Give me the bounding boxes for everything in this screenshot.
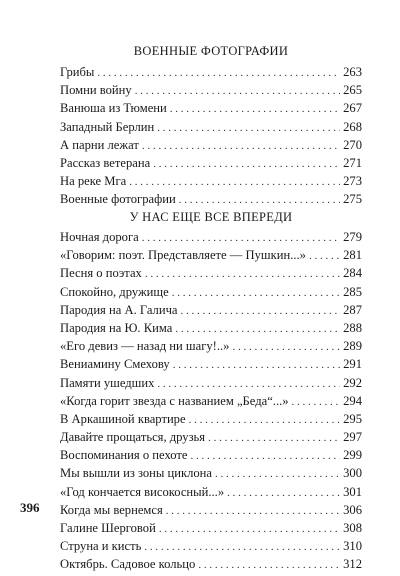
dot-leader bbox=[145, 268, 340, 280]
toc-entry-title: «Его девиз — назад ни шагу!..» bbox=[60, 339, 230, 354]
dot-leader bbox=[175, 323, 340, 335]
dot-leader bbox=[97, 67, 340, 79]
toc-entry-page: 287 bbox=[343, 302, 362, 317]
dot-leader bbox=[208, 432, 340, 444]
toc-military-photos bbox=[60, 65, 362, 211]
toc-entry-title: Мы вышли из зоны циклона bbox=[60, 466, 213, 481]
toc-entry-page: 291 bbox=[343, 357, 362, 372]
toc-entry-title: Рассказ ветерана bbox=[60, 155, 151, 170]
toc-entry bbox=[60, 376, 362, 394]
dot-leader bbox=[179, 194, 340, 206]
dot-leader bbox=[215, 468, 340, 480]
dot-leader bbox=[309, 250, 340, 262]
dot-leader bbox=[157, 122, 340, 134]
toc-entry-title: Давайте прощаться, друзья bbox=[60, 430, 206, 445]
toc-entry-title: Западный Берлин bbox=[60, 119, 155, 134]
toc-entry-title: Воспоминания о пехоте bbox=[60, 448, 188, 463]
dot-leader bbox=[191, 450, 341, 462]
dot-leader bbox=[129, 176, 340, 188]
dot-leader bbox=[142, 232, 340, 244]
toc-entry bbox=[60, 339, 362, 357]
toc-entry bbox=[60, 174, 362, 192]
toc-entry bbox=[60, 138, 362, 156]
toc-entry-page: 275 bbox=[343, 192, 362, 207]
toc-entry-title: А парни лежат bbox=[60, 137, 139, 152]
toc-entry bbox=[60, 192, 362, 210]
section-title-military-photos: ВОЕННЫЕ ФОТОГРАФИИ bbox=[133, 44, 289, 58]
toc-entry-page: 308 bbox=[343, 521, 362, 535]
toc-entry bbox=[60, 120, 362, 138]
toc-entry bbox=[60, 83, 362, 101]
toc-entry-title: «Когда горит звезда с названием „Беда“...» bbox=[60, 393, 289, 408]
toc-everything-ahead bbox=[60, 230, 362, 576]
dot-leader bbox=[227, 487, 340, 499]
toc-entry-title: Военные фотографии bbox=[60, 192, 176, 207]
toc-entry-title: Песня о поэтах bbox=[60, 266, 142, 281]
dot-leader bbox=[142, 140, 340, 152]
toc-entry bbox=[60, 101, 362, 119]
toc-entry bbox=[60, 303, 362, 321]
toc-entry-page: 306 bbox=[343, 502, 362, 517]
dot-leader bbox=[198, 559, 340, 571]
dot-leader bbox=[232, 341, 340, 353]
toc-entry-page: 263 bbox=[343, 65, 362, 79]
toc-entry bbox=[60, 230, 362, 248]
toc-entry-title: Вениамину Смехову bbox=[60, 357, 170, 372]
toc-entry bbox=[60, 412, 362, 430]
toc-entry bbox=[60, 485, 362, 503]
toc-entry-page: 268 bbox=[343, 119, 362, 134]
toc-entry bbox=[60, 430, 362, 448]
dot-leader bbox=[170, 103, 340, 115]
toc-entry-page: 295 bbox=[343, 411, 362, 426]
dot-leader bbox=[157, 378, 340, 390]
toc-entry-page: 279 bbox=[343, 230, 362, 244]
toc-entry-page: 288 bbox=[343, 320, 362, 335]
toc-entry-page: 285 bbox=[343, 284, 362, 299]
toc-entry-page: 294 bbox=[343, 393, 362, 408]
toc-entry-title: Пародия на А. Галича bbox=[60, 302, 178, 317]
dot-leader bbox=[173, 359, 340, 371]
dot-leader bbox=[166, 505, 340, 517]
dot-leader bbox=[189, 414, 341, 426]
toc-entry bbox=[60, 448, 362, 466]
toc-entry-page: 273 bbox=[343, 174, 362, 189]
toc-entry-page: 281 bbox=[343, 248, 362, 263]
toc-entry-title: Галине Шерговой bbox=[60, 521, 156, 535]
toc-entry-title: Ночная дорога bbox=[60, 230, 139, 244]
toc-entry-page: 300 bbox=[343, 466, 362, 481]
toc-entry bbox=[60, 357, 362, 375]
toc-entry bbox=[60, 466, 362, 484]
toc-entry-page: 297 bbox=[343, 430, 362, 445]
toc-entry-page: 310 bbox=[343, 539, 362, 554]
toc-entry-title: Когда мы вернемся bbox=[60, 502, 163, 517]
toc-entry bbox=[60, 65, 362, 83]
page-number: 396 bbox=[20, 500, 40, 515]
toc-entry-page: 289 bbox=[343, 339, 362, 354]
toc-entry-page: 271 bbox=[343, 155, 362, 170]
dot-leader bbox=[292, 396, 341, 408]
toc-entry-title: Памяти ушедших bbox=[60, 375, 155, 390]
toc-entry bbox=[60, 394, 362, 412]
toc-entry-page: 265 bbox=[343, 83, 362, 98]
dot-leader bbox=[144, 541, 340, 553]
toc-entry bbox=[60, 156, 362, 174]
toc-entry-title: «Год кончается високосный...» bbox=[60, 484, 225, 499]
toc-entry-page: 292 bbox=[343, 375, 362, 390]
toc-entry-title: «Говорим: поэт. Представляете — Пушкин...» bbox=[60, 248, 306, 263]
toc-entry-title: Октябрь. Садовое кольцо bbox=[60, 557, 196, 572]
toc-entry-title: Пародия на Ю. Кима bbox=[60, 320, 173, 335]
toc-entry bbox=[60, 521, 362, 539]
section-title-everything-ahead: У НАС ЕЩЕ ВСЕ ВПЕРЕДИ bbox=[129, 210, 293, 224]
dot-leader bbox=[159, 523, 340, 535]
toc-entry-page: 312 bbox=[343, 557, 362, 572]
toc-entry bbox=[60, 539, 362, 557]
toc-entry bbox=[60, 248, 362, 266]
toc-entry-title: Помни войну bbox=[60, 83, 132, 98]
toc-entry-title: На реке Мга bbox=[60, 174, 127, 189]
dot-leader bbox=[172, 287, 340, 299]
dot-leader bbox=[135, 85, 340, 97]
dot-leader bbox=[181, 305, 341, 317]
toc-entry-page: 299 bbox=[343, 448, 362, 463]
toc-entry bbox=[60, 321, 362, 339]
toc-entry-title: Струна и кисть bbox=[60, 539, 142, 554]
toc-entry-title: В Аркашиной квартире bbox=[60, 411, 186, 426]
dot-leader bbox=[153, 158, 340, 170]
toc-entry bbox=[60, 503, 362, 521]
toc-entry-title: Спокойно, дружище bbox=[60, 284, 169, 299]
toc-entry-title: Ванюша из Тюмени bbox=[60, 101, 167, 116]
toc-entry-page: 284 bbox=[343, 266, 362, 281]
toc-entry-title: Грибы bbox=[60, 65, 95, 79]
toc-entry bbox=[60, 266, 362, 284]
toc-entry-page: 301 bbox=[343, 484, 362, 499]
toc-entry-page: 270 bbox=[343, 137, 362, 152]
toc-entry bbox=[60, 285, 362, 303]
toc-entry-page: 267 bbox=[343, 101, 362, 116]
